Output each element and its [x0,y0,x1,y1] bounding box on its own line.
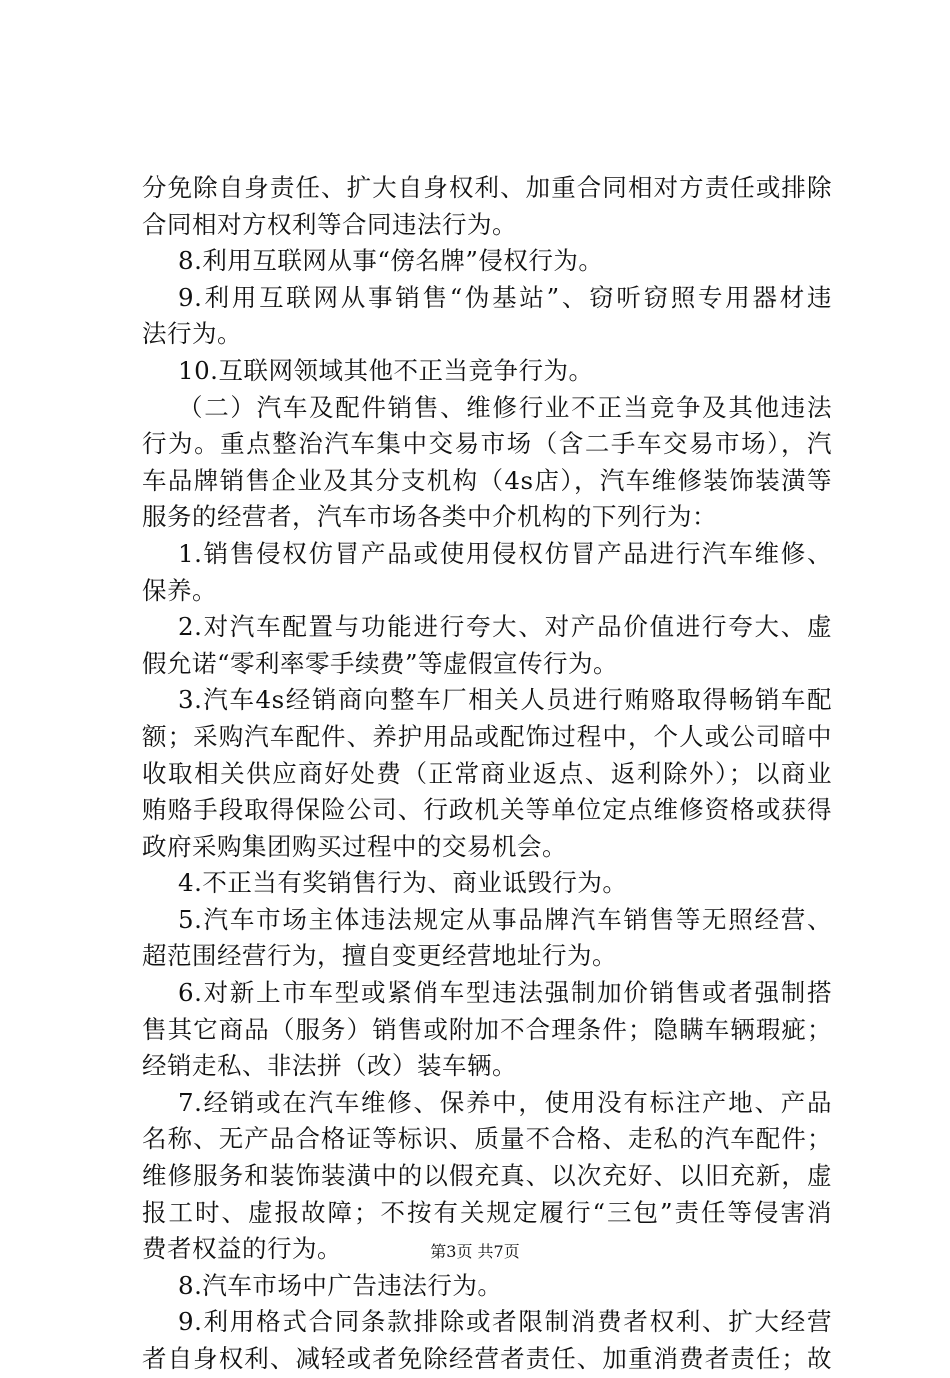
paragraph-line: 8.利用互联网从事“傍名牌”侵权行为。 [178,246,604,276]
paragraph-line: 假允诺“零利率零手续费”等虚假宣传行为。 [142,648,619,678]
paragraph-line: 维修服务和装饰装潢中的以假充真、以次充好、以旧充新，虚 [142,1161,832,1191]
paragraph-line: 费者权益的行为。 [142,1234,342,1264]
paragraph-line: 超范围经营行为，擅自变更经营地址行为。 [142,941,617,971]
paragraph-line: 7.经销或在汽车维修、保养中，使用没有标注产地、产品 [178,1087,832,1117]
paragraph-line: 9.利用互联网从事销售“伪基站”、窃听窃照专用器材违 [178,282,832,312]
paragraph-line: 1.销售侵权仿冒产品或使用侵权仿冒产品进行汽车维修、 [178,538,832,568]
paragraph-line: 经销走私、非法拼（改）装车辆。 [142,1051,517,1081]
paragraph-line: 额；采购汽车配件、养护用品或配饰过程中，个人或公司暗中 [142,721,832,751]
paragraph-line: 6.对新上市车型或紧俏车型违法强制加价销售或者强制搭 [178,978,832,1008]
paragraph-line: 报工时、虚报故障；不按有关规定履行“三包”责任等侵害消 [142,1197,832,1227]
paragraph-line: 9.利用格式合同条款排除或者限制消费者权利、扩大经营 [178,1307,832,1337]
paragraph-line: 行为。重点整治汽车集中交易市场（含二手车交易市场），汽 [142,429,832,459]
paragraph-line: （二）汽车及配件销售、维修行业不正当竞争及其他违法 [178,392,832,422]
paragraph-line: 8.汽车市场中广告违法行为。 [178,1270,503,1300]
paragraph-line: 政府采购集团购买过程中的交易机会。 [142,831,567,861]
paragraph-line: 贿赂手段取得保险公司、行政机关等单位定点维修资格或获得 [142,795,832,825]
page-footer: 第3页 共7页 [430,1242,520,1261]
paragraph-line: 5.汽车市场主体违法规定从事品牌汽车销售等无照经营、 [178,904,832,934]
document-body [142,170,832,1378]
paragraph-line: 售其它商品（服务）销售或附加不合理条件；隐瞒车辆瑕疵； [142,1014,832,1044]
paragraph-line: 3.汽车4s经销商向整车厂相关人员进行贿赂取得畅销车配 [178,685,832,715]
paragraph-line: 法行为。 [142,319,242,349]
paragraph-line: 车品牌销售企业及其分支机构（4s店），汽车维修装饰装潢等 [142,465,832,495]
paragraph-line: 收取相关供应商好处费（正常商业返点、返利除外）；以商业 [142,758,832,788]
paragraph-line: 4.不正当有奖销售行为、商业诋毁行为。 [178,868,628,898]
paragraph-line: 10.互联网领域其他不正当竞争行为。 [178,355,594,385]
paragraph-line: 者自身权利、减轻或者免除经营者责任、加重消费者责任；故 [142,1344,832,1373]
paragraph-line: 保养。 [142,575,217,605]
paragraph-line: 名称、无产品合格证等标识、质量不合格、走私的汽车配件； [142,1124,832,1154]
paragraph-line: 分免除自身责任、扩大自身权利、加重合同相对方责任或排除 [142,173,832,202]
paragraph-line: 合同相对方权利等合同违法行为。 [142,209,517,239]
paragraph-line: 服务的经营者，汽车市场各类中介机构的下列行为： [142,502,717,532]
paragraph-line: 2.对汽车配置与功能进行夸大、对产品价值进行夸大、虚 [178,612,832,642]
